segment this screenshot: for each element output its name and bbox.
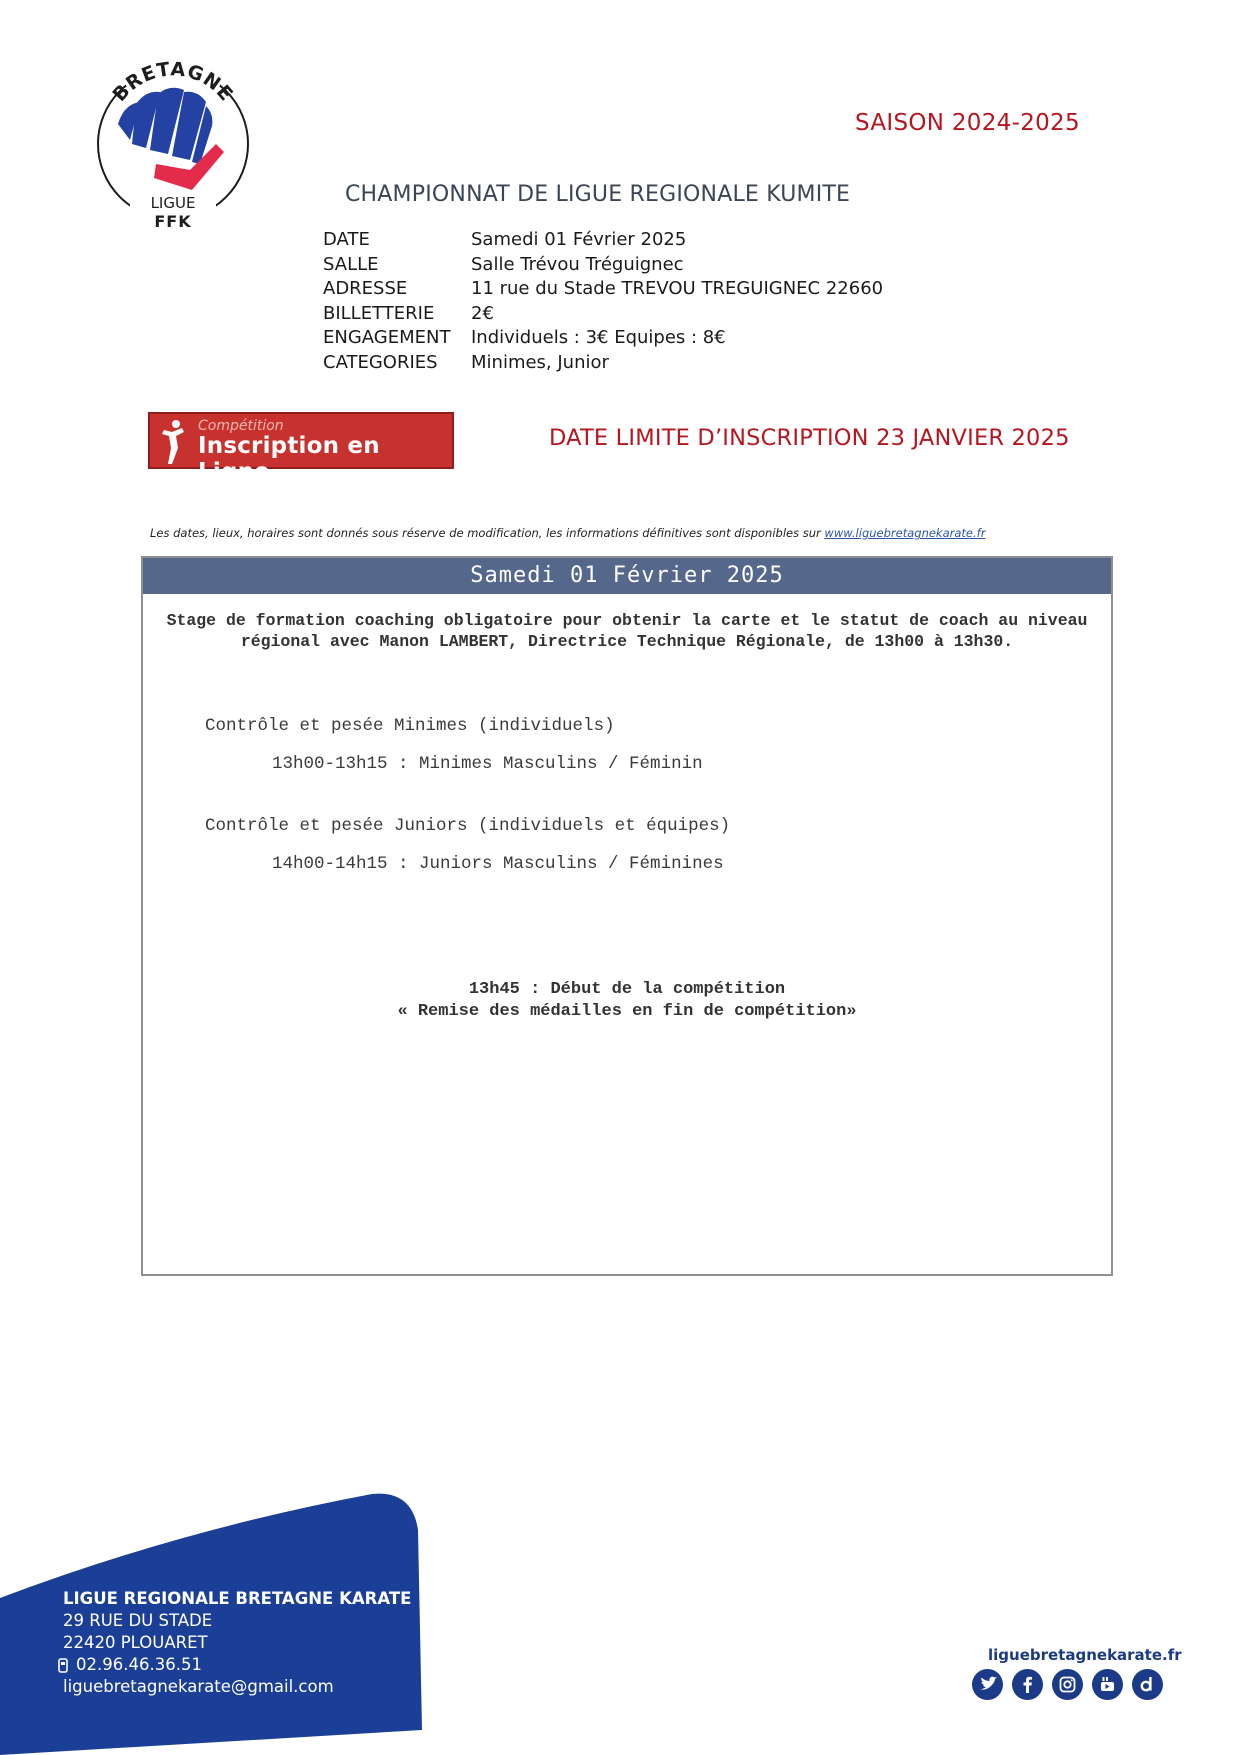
info-row-categories: CATEGORIES Minimes, Junior <box>323 351 609 373</box>
event-info-table <box>323 228 883 375</box>
minimes-time-slot: 13h00-13h15 : Minimes Masculins / Féminin <box>272 754 703 774</box>
karate-figure-icon <box>158 418 192 466</box>
footer-org-name: LIGUE REGIONALE BRETAGNE KARATE <box>63 1589 412 1608</box>
svg-text:FFK: FFK <box>154 212 192 231</box>
info-row-engagement: ENGAGEMENT Individuels : 3€ Equipes : 8€ <box>323 327 726 348</box>
twitter-icon[interactable] <box>972 1669 1003 1700</box>
juniors-time-slot: 14h00-14h15 : Juniors Masculins / Féminines <box>272 854 724 874</box>
competition-start: 13h45 : Début de la compétition <box>468 980 786 999</box>
footer-phone: 02.96.46.36.51 <box>76 1655 202 1674</box>
facebook-icon[interactable] <box>1012 1669 1043 1700</box>
footer-contact <box>63 1588 411 1698</box>
phone-icon <box>57 1658 69 1673</box>
dailymotion-icon[interactable] <box>1132 1669 1163 1700</box>
info-row-adresse: ADRESSE 11 rue du Stade TREVOU TREGUIGNEC 22660 <box>323 278 884 299</box>
disclaimer: Les dates, lieux, horaires sont donnés sous réserve de modification, les informations définitives sont disponibles sur www.liguebretagnekarate.fr <box>150 526 986 540</box>
inscription-en-ligne-button[interactable] <box>148 412 454 485</box>
coaching-stage-text: Stage de formation coaching obligatoire pour obtenir la carte et le statut de coach au niveau régional avec Manon LAMBERT, Directrice Technique Régionale, de 13h00 à 13h30. <box>166 611 1088 651</box>
svg-text:BRETAGNE: BRETAGNE <box>108 58 238 106</box>
website-link[interactable]: www.liguebretagnekarate.fr <box>824 526 986 540</box>
inscription-label: Inscription en Ligne <box>198 433 380 485</box>
competition-label: Compétition <box>198 418 284 434</box>
info-row-salle: SALLE Salle Trévou Tréguignec <box>323 253 684 275</box>
footer-website[interactable]: liguebretagnekarate.fr <box>988 1646 1182 1664</box>
ligue-bretagne-ffk-logo <box>88 52 258 232</box>
svg-text:LIGUE: LIGUE <box>150 194 196 212</box>
youtube-icon[interactable] <box>1092 1669 1123 1700</box>
footer-email: liguebretagnekarate@gmail.com <box>63 1677 334 1696</box>
medal-ceremony-note: « Remise des médailles en fin de compétition» <box>397 1002 857 1021</box>
info-row-date: DATE Samedi 01 Février 2025 <box>323 229 687 250</box>
social-links <box>972 1669 1163 1700</box>
instagram-icon[interactable] <box>1052 1669 1083 1700</box>
footer-phone-row <box>63 1654 411 1676</box>
registration-deadline: DATE LIMITE D’INSCRIPTION 23 JANVIER 2025 <box>549 425 1070 451</box>
footer-street: 29 RUE DU STADE <box>63 1611 213 1630</box>
footer-city: 22420 PLOUARET <box>63 1633 208 1652</box>
page-title: CHAMPIONNAT DE LIGUE REGIONALE KUMITE <box>345 182 851 207</box>
program-header: Samedi 01 Février 2025 <box>143 558 1111 594</box>
minimes-weigh-in-heading: Contrôle et pesée Minimes (individuels) <box>205 716 615 736</box>
info-row-billetterie: BILLETTERIE 2€ <box>323 302 494 324</box>
program-box <box>141 556 1113 1276</box>
season-label: SAISON 2024-2025 <box>855 110 1080 136</box>
juniors-weigh-in-heading: Contrôle et pesée Juniors (individuels et équipes) <box>205 816 731 836</box>
